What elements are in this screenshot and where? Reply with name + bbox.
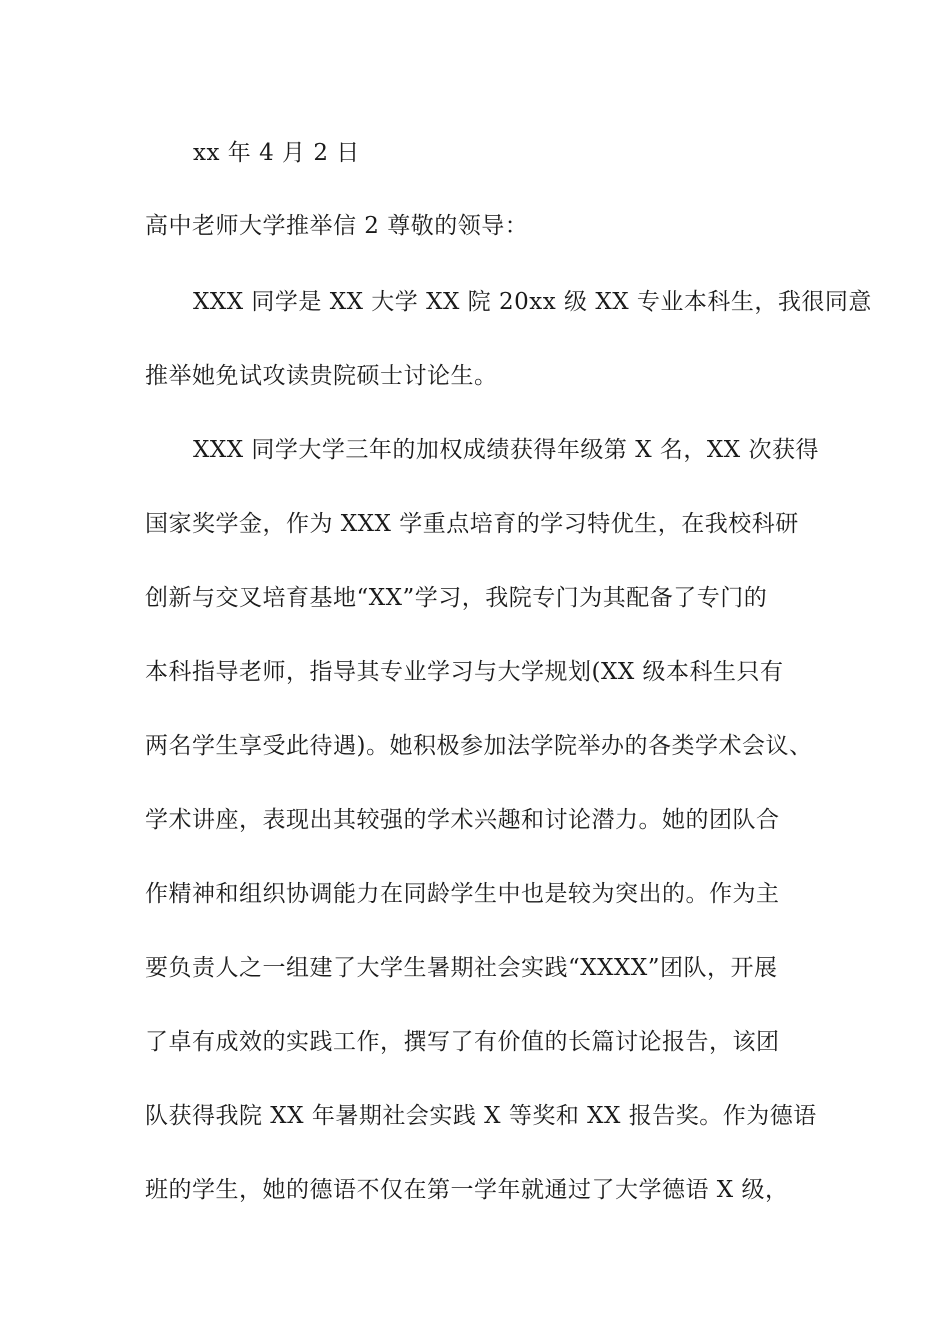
letter-date: xx 年 4 月 2 日 (193, 140, 360, 166)
letter-heading: 高中老师大学推举信 2 尊敬的领导： (145, 213, 529, 239)
paragraph-line: 队获得我院 XX 年暑期社会实践 X 等奖和 XX 报告奖。作为德语 (145, 1103, 817, 1129)
paragraph-line: 本科指导老师，指导其专业学习与大学规划(XX 级本科生只有 (145, 659, 784, 685)
paragraph-line: 国家奖学金，作为 XXX 学重点培育的学习特优生，在我校科研 (145, 511, 799, 537)
paragraph-line: XXX 同学大学三年的加权成绩获得年级第 X 名，XX 次获得 (193, 437, 819, 463)
paragraph-line: 两名学生享受此待遇)。她积极参加法学院举办的各类学术会议、 (145, 733, 813, 759)
paragraph-line: 创新与交叉培育基地“XX”学习，我院专门为其配备了专门的 (145, 585, 768, 611)
paragraph-line: 班的学生，她的德语不仅在第一学年就通过了大学德语 X 级， (145, 1177, 789, 1203)
paragraph-line: 作精神和组织协调能力在同龄学生中也是较为突出的。作为主 (145, 881, 780, 907)
paragraph-line: 学术讲座，表现出其较强的学术兴趣和讨论潜力。她的团队合 (145, 807, 780, 833)
paragraph-line: XXX 同学是 XX 大学 XX 院 20xx 级 XX 专业本科生，我很同意 (193, 289, 872, 315)
paragraph-line: 了卓有成效的实践工作，撰写了有价值的长篇讨论报告，该团 (145, 1029, 780, 1055)
paragraph-line: 要负责人之一组建了大学生暑期社会实践“XXXX”团队，开展 (145, 955, 778, 981)
paragraph-line: 推举她免试攻读贵院硕士讨论生。 (145, 363, 498, 389)
